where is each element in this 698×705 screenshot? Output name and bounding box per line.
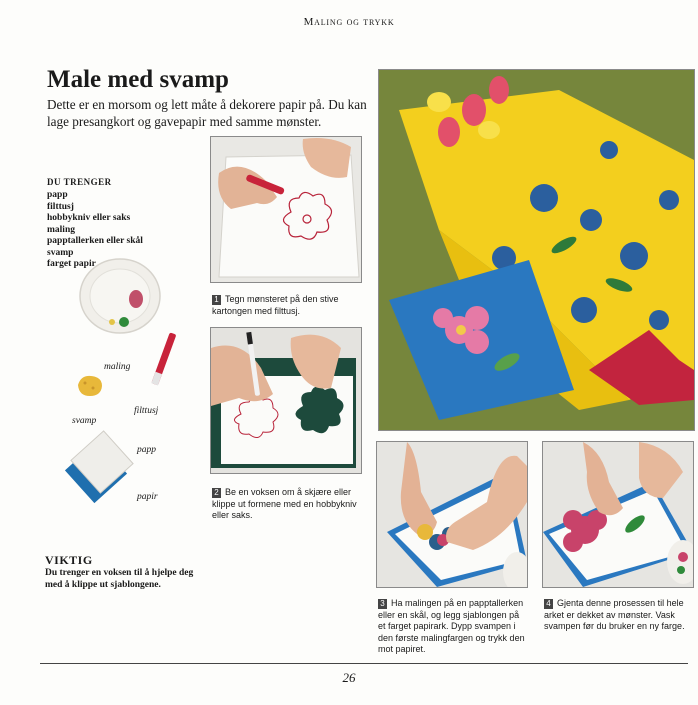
viktig-text: Du trenger en voksen til å hjelpe deg med å klippe ut sjablongene. [45, 568, 194, 590]
needs-heading: DU TRENGER [47, 177, 112, 187]
card-papers-image [62, 430, 134, 506]
step-number: 3 [378, 599, 387, 609]
paper-plate-image [78, 256, 162, 336]
needs-item: farget papir [47, 259, 96, 269]
step-4-photo [542, 441, 694, 588]
needs-item: filttusj [47, 201, 74, 212]
label-papir: papir [137, 492, 158, 502]
label-maling: maling [104, 362, 131, 372]
step-number: 2 [212, 488, 221, 498]
label-filttusj: filttusj [134, 406, 159, 416]
needs-item: papp [47, 190, 68, 200]
footer-divider [40, 663, 688, 664]
needs-item: maling [47, 224, 75, 235]
step-number: 4 [544, 599, 553, 609]
step-2-text: 2 Be en voksen om å skjære eller klippe ut formene med en hobbykniv eller saks. [212, 487, 357, 520]
running-header: Maling og trykk [303, 16, 395, 28]
needs-item: hobbykniv eller saks [47, 213, 131, 223]
label-svamp: svamp [72, 416, 97, 426]
step-number: 1 [212, 295, 221, 305]
page-number: 26 [342, 670, 356, 685]
label-papp: papp [137, 445, 156, 455]
step-1-text: 1 Tegn mønsteret på den stive kartongen med filttusj. [212, 294, 339, 316]
page-title: Male med svamp [47, 66, 229, 93]
needs-item: papptallerken eller skål [47, 236, 143, 246]
step-3-text: 3 Ha malingen på en papptallerken eller en skål, og legg sjablongen på et farget papirark. Dypp svampen i den første malingfargen og trykk den mot papiret. [378, 598, 525, 654]
step-4-text: 4 Gjenta denne prosessen til hele arket er dekket av mønster. Vask svampen før du bruker en ny farge. [544, 598, 685, 631]
intro-text: Dette er en morsom og lett måte å dekorere papir på. Du kan lage presangkort og gavepapir med samme mønster. [47, 97, 367, 129]
step-1-photo [210, 136, 362, 283]
finished-gift-photo [378, 69, 695, 431]
sponge-image [75, 373, 105, 399]
marker-pen-image [148, 330, 180, 390]
needs-item: svamp [47, 247, 74, 258]
viktig-heading: VIKTIG [45, 553, 93, 567]
step-2-photo [210, 327, 362, 474]
step-3-photo [376, 441, 528, 588]
